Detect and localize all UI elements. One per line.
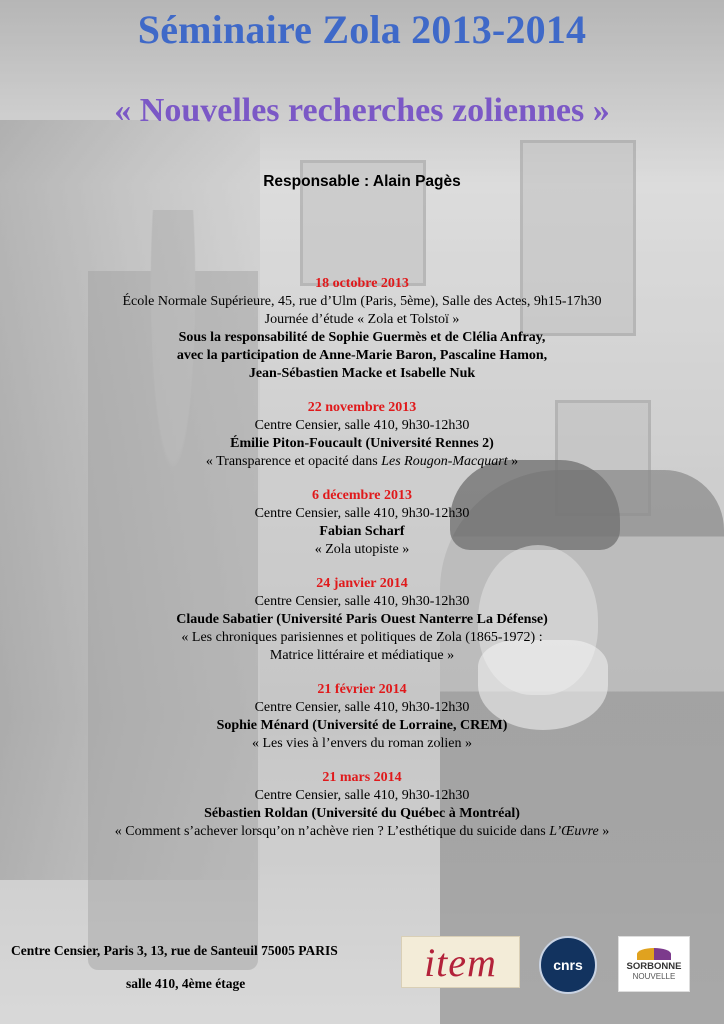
talk-text: « Transparence et opacité dans — [205, 454, 382, 469]
event-item — [0, 769, 724, 841]
event-organizers: Jean-Sébastien Macke et Isabelle Nuk — [248, 366, 476, 381]
talk-italic: L’Œuvre — [549, 824, 599, 839]
talk-text: » — [598, 824, 610, 839]
event-talk: « Zola utopiste » — [314, 542, 410, 557]
talk-italic: Les Rougon-Macquart — [381, 454, 508, 469]
event-place: Centre Censier, salle 410, 9h30-12h30 — [254, 788, 470, 803]
event-place: Centre Censier, salle 410, 9h30-12h30 — [254, 506, 470, 521]
event-item — [0, 681, 724, 753]
event-item — [0, 575, 724, 665]
sorbonne-line2: NOUVELLE — [632, 971, 676, 981]
talk-text: « Comment s’achever lorsqu’on n’achève rien ? L’esthétique du suicide dans — [114, 824, 550, 839]
event-talk: « Les vies à l’envers du roman zolien » — [251, 736, 473, 751]
event-place: Centre Censier, salle 410, 9h30-12h30 — [254, 418, 470, 433]
page-title: Séminaire Zola 2013-2014 — [137, 7, 587, 52]
event-place: Centre Censier, salle 410, 9h30-12h30 — [254, 594, 470, 609]
footer-address: Centre Censier, Paris 3, 13, rue de Santeuil 75005 PARIS — [11, 943, 338, 958]
sorbonne-nouvelle-logo — [618, 936, 690, 992]
talk-text: » — [507, 454, 519, 469]
event-speaker: Émilie Piton-Foucault (Université Rennes 2) — [230, 436, 494, 451]
event-list — [0, 275, 724, 857]
event-date: 21 février 2014 — [317, 682, 407, 697]
event-date: 18 octobre 2013 — [315, 276, 409, 291]
event-talk: Matrice littéraire et médiatique » — [269, 648, 455, 663]
event-theme: Journée d’étude « Zola et Tolstoï » — [264, 312, 460, 327]
event-organizers: Sous la responsabilité de Sophie Guermès et de Clélia Anfray, — [178, 330, 546, 345]
item-logo: item — [401, 936, 520, 988]
event-speaker: Sophie Ménard (Université de Lorraine, CREM) — [216, 718, 508, 733]
event-talk — [0, 823, 724, 841]
sorbonne-line1: SORBONNE — [626, 960, 682, 972]
page-subtitle: « Nouvelles recherches zoliennes » — [114, 92, 610, 129]
event-date: 24 janvier 2014 — [316, 576, 408, 591]
footer-room: salle 410, 4ème étage — [126, 976, 246, 991]
event-organizers: avec la participation de Anne-Marie Baron, Pascaline Hamon, — [176, 348, 548, 363]
responsable-line: Responsable : Alain Pagès — [263, 173, 461, 190]
event-date: 21 mars 2014 — [322, 770, 402, 785]
event-talk: « Les chroniques parisiennes et politiques de Zola (1865-1972) : — [181, 630, 543, 645]
event-place: Centre Censier, salle 410, 9h30-12h30 — [254, 700, 470, 715]
event-item — [0, 487, 724, 559]
event-speaker: Sébastien Roldan (Université du Québec à Montréal) — [204, 806, 520, 821]
sorbonne-mark-icon — [637, 948, 671, 960]
event-item — [0, 275, 724, 383]
event-place: École Normale Supérieure, 45, rue d’Ulm (Paris, 5ème), Salle des Actes, 9h15-17h30 — [122, 294, 602, 309]
event-date: 6 décembre 2013 — [311, 488, 413, 503]
event-speaker: Fabian Scharf — [319, 524, 405, 539]
event-speaker: Claude Sabatier (Université Paris Ouest Nanterre La Défense) — [176, 612, 548, 627]
event-date: 22 novembre 2013 — [307, 400, 417, 415]
event-item — [0, 399, 724, 471]
event-talk — [0, 453, 724, 471]
cnrs-logo: cnrs — [539, 936, 597, 994]
